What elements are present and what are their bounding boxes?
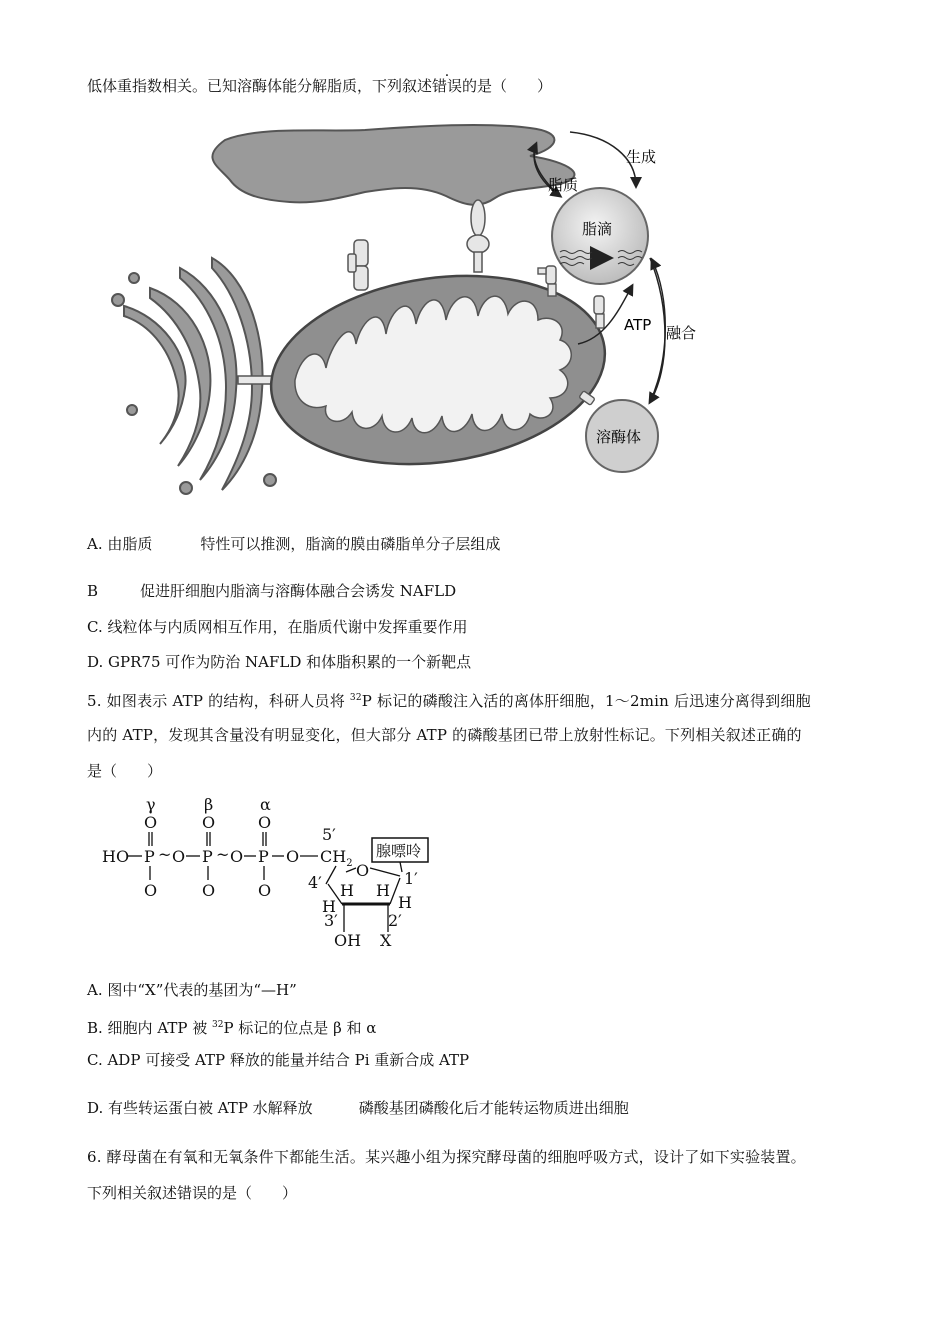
h-2: H [398,893,412,912]
label-fusion: 融合 [666,324,697,342]
q5-option-d-pre: D. 有些转运蛋白被 ATP 水解释放 [87,1099,313,1117]
label-gamma: γ [146,795,156,814]
carbon-1-label: 1′ [404,869,418,888]
q5-stem-line-3: 是（ ） [87,762,163,780]
o-top-1: O [144,813,158,832]
q4-option-a [87,533,500,555]
q4-option-b-pre: B [87,582,99,600]
q4-stem [87,75,552,97]
adenine-label: 腺嘌呤 [376,842,422,860]
golgi-tether [238,376,274,384]
q5-option-d-post: 磷酸基团磷酸化后才能转运物质进出细胞 [358,1099,629,1117]
q4-option-d: D. GPR75 可作为防治 NAFLD 和体脂积累的一个新靶点 [87,653,472,671]
p-alpha: P [258,847,269,866]
organelle-diagram [90,118,710,508]
label-alpha: α [260,795,271,814]
ho-group: HO [102,847,130,866]
ring-oxygen: O [356,861,370,880]
carbon-4-label: 4′ [308,873,322,892]
q4-option-c: C. 线粒体与内质网相互作用，在脂质代谢中发挥重要作用 [87,618,468,636]
label-generate: 生成 [626,148,657,166]
o-top-2: O [202,813,216,832]
label-beta: β [204,795,214,814]
q5-option-b-sup: 32 [211,1020,224,1030]
h-3: H [322,897,336,916]
q5-stem-sup: 32 [349,693,362,703]
q4-option-a-pre: A. 由脂质 [87,535,153,553]
atp-structure [100,792,460,952]
q6-stem-line-2: 下列相关叙述错误的是（ ） [87,1184,298,1202]
label-atp: ATP [624,316,652,334]
q4-stem-text-b: 的是（ ） [462,77,553,95]
h-1: H [376,881,390,900]
o-link-1: O [172,847,186,866]
carbon-2-label: 2′ [388,911,402,930]
h-4: H [340,881,354,900]
endoplasmic-reticulum [212,125,574,205]
o-bottom-3: O [258,881,272,900]
q4-stem-text-a: 低体重指数相关。已知溶酶体能分解脂质，下列叙述 [87,77,433,95]
q4-stem-emphasis: 错误 [432,77,463,95]
label-lipid: 脂质 [548,176,579,194]
q5-option-b-pre: B. 细胞内 ATP 被 [87,1019,212,1037]
o-link-3: O [286,847,300,866]
label-droplet: 脂滴 [582,220,613,238]
label-lysosome: 溶酶体 [596,428,642,446]
q5-option-c: C. ADP 可接受 ATP 释放的能量并结合 Pi 重新合成 ATP [87,1051,470,1069]
o-bottom-2: O [202,881,216,900]
mitochondrion [259,256,617,485]
o-link-2: O [230,847,244,866]
tilde-1: ~ [158,845,172,864]
q5-stem-line-2: 内的 ATP，发现其含量没有明显变化，但大部分 ATP 的磷酸基团已带上放射性标记。下列相关叙述正确的 [87,726,802,744]
o-bottom-1: O [144,881,158,900]
q4-option-a-post: 特性可以推测，脂滴的膜由磷脂单分子层组成 [200,535,501,553]
q5-option-b-post: P 标记的位点是 β 和 α [223,1019,377,1037]
x-group: X [380,931,392,950]
er-mito-tether-right [467,200,489,272]
q4-option-b-post: 促进肝细胞内脂滴与溶酶体融合会诱发 NAFLD [140,582,457,600]
q5-option-b [87,1014,376,1039]
oh-group: OH [334,931,362,950]
q5-stem-line-1 [87,687,811,712]
carbon-3-label: 3′ [324,911,338,930]
q5-stem-1b: P 标记的磷酸注入活的离体肝细胞，1～2min 后迅速分离得到细胞 [361,692,811,710]
q6-stem-line-1: 6. 酵母菌在有氧和无氧条件下都能生活。某兴趣小组为探究酵母菌的细胞呼吸方式，设计了如下实验装置。 [87,1148,806,1166]
q4-option-b [87,580,456,602]
q5-option-a: A. 图中“X”代表的基团为“—H” [87,981,297,999]
p-gamma: P [144,847,155,866]
er-mito-tether-left [348,240,368,290]
p-beta: P [202,847,213,866]
carbon-5-label: 5′ [322,825,336,844]
o-top-3: O [258,813,272,832]
q5-option-d [87,1097,629,1119]
ch2-group: $CH_2$ [320,847,353,869]
tilde-2: ~ [216,845,230,864]
q5-stem-1a: 5. 如图表示 ATP 的结构，科研人员将 [87,692,350,710]
